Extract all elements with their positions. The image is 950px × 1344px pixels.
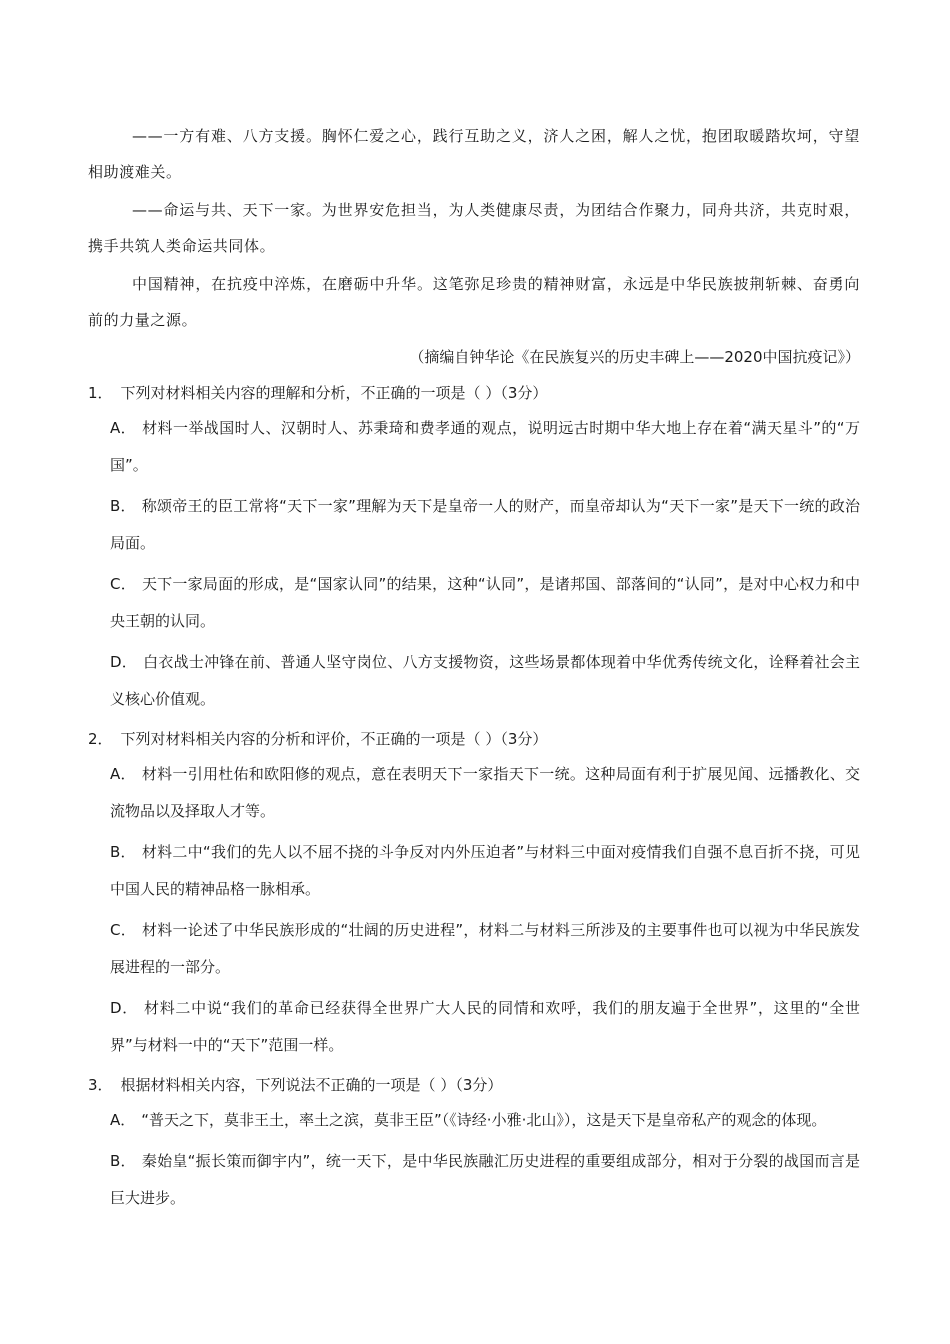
question-1 xyxy=(88,376,860,718)
passage-paragraph: 中国精神，在抗疫中淬炼，在磨砺中升华。这笔弥足珍贵的精神财富，永远是中华民族披荆斩棘、奋勇向前的力量之源。 xyxy=(88,275,860,329)
question-stem xyxy=(88,1068,860,1102)
question-stem xyxy=(88,722,860,756)
option-text: 白衣战士冲锋在前、普通人坚守岗位、八方支援物资，这些场景都体现着中华优秀传统文化，诠释着社会主义核心价值观。 xyxy=(110,653,860,708)
option-c[interactable] xyxy=(110,566,860,640)
passage-paragraph: ——一方有难、八方支援。胸怀仁爱之心，践行互助之义，济人之困，解人之忧，抱团取暖踏坎坷，守望相助渡难关。 xyxy=(88,127,860,181)
option-letter: C． xyxy=(110,921,137,939)
option-letter: A． xyxy=(110,1111,136,1129)
option-d[interactable] xyxy=(110,990,860,1064)
question-text: 根据材料相关内容，下列说法不正确的一项是（ ）（3分） xyxy=(120,1076,503,1094)
question-text: 下列对材料相关内容的理解和分析，不正确的一项是（ ）（3分） xyxy=(120,384,548,402)
question-2 xyxy=(88,722,860,1064)
option-letter: D． xyxy=(110,999,138,1017)
option-a[interactable] xyxy=(110,1102,860,1139)
question-number: 2． xyxy=(88,730,113,748)
option-text: 称颂帝王的臣工常将“天下一家”理解为天下是皇帝一人的财产，而皇帝却认为“天下一家”是天下一统的政治局面。 xyxy=(110,497,860,552)
option-text: 材料一论述了中华民族形成的“壮阔的历史进程”，材料二与材料三所涉及的主要事件也可以视为中华民族发展进程的一部分。 xyxy=(110,921,861,976)
option-a[interactable] xyxy=(110,410,860,484)
question-stem xyxy=(88,376,860,410)
option-b[interactable] xyxy=(110,1143,860,1217)
option-text: 材料二中“我们的先人以不屈不挠的斗争反对内外压迫者”与材料三中面对疫情我们自强不息百折不挠，可见中国人民的精神品格一脉相承。 xyxy=(110,843,860,898)
option-letter: B． xyxy=(110,497,136,515)
option-c[interactable] xyxy=(110,912,860,986)
option-d[interactable] xyxy=(110,644,860,718)
option-text: 天下一家局面的形成，是“国家认同”的结果，这种“认同”，是诸邦国、部落间的“认同”，是对中心权力和中央王朝的认同。 xyxy=(110,575,860,630)
option-text: 材料一引用杜佑和欧阳修的观点，意在表明天下一家指天下一统。这种局面有利于扩展见闻、远播教化、交流物品以及择取人才等。 xyxy=(110,765,860,820)
option-text: “普天之下，莫非王土，率土之滨，莫非王臣”（《诗经·小雅·北山》），这是天下是皇帝私产的观念的体现。 xyxy=(141,1111,827,1129)
option-letter: B． xyxy=(110,1152,136,1170)
question-number: 3． xyxy=(88,1076,113,1094)
document-page xyxy=(88,118,860,1221)
option-b[interactable] xyxy=(110,488,860,562)
question-text: 下列对材料相关内容的分析和评价，不正确的一项是（ ）（3分） xyxy=(120,730,548,748)
option-a[interactable] xyxy=(110,756,860,830)
option-letter: A． xyxy=(110,419,137,437)
passage-paragraph: ——命运与共、天下一家。为世界安危担当，为人类健康尽责，为团结合作聚力，同舟共济，共克时艰，携手共筑人类命运共同体。 xyxy=(88,201,860,255)
option-letter: C． xyxy=(110,575,136,593)
passage xyxy=(88,118,860,374)
passage-source: （摘编自钟华论《在民族复兴的历史丰碑上——2020中国抗疫记》） xyxy=(409,348,860,366)
question-number: 1． xyxy=(88,384,113,402)
option-letter: A． xyxy=(110,765,136,783)
question-3 xyxy=(88,1068,860,1217)
option-text: 秦始皇“振长策而御宇内”，统一天下，是中华民族融汇历史进程的重要组成部分，相对于分裂的战国而言是巨大进步。 xyxy=(110,1152,860,1207)
option-letter: B． xyxy=(110,843,136,861)
option-b[interactable] xyxy=(110,834,860,908)
option-text: 材料二中说“我们的革命已经获得全世界广大人民的同情和欢呼，我们的朋友遍于全世界”，这里的“全世界”与材料一中的“天下”范围一样。 xyxy=(110,999,860,1054)
option-text: 材料一举战国时人、汉朝时人、苏秉琦和费孝通的观点，说明远古时期中华大地上存在着“满天星斗”的“万国”。 xyxy=(110,419,861,474)
option-letter: D． xyxy=(110,653,138,671)
